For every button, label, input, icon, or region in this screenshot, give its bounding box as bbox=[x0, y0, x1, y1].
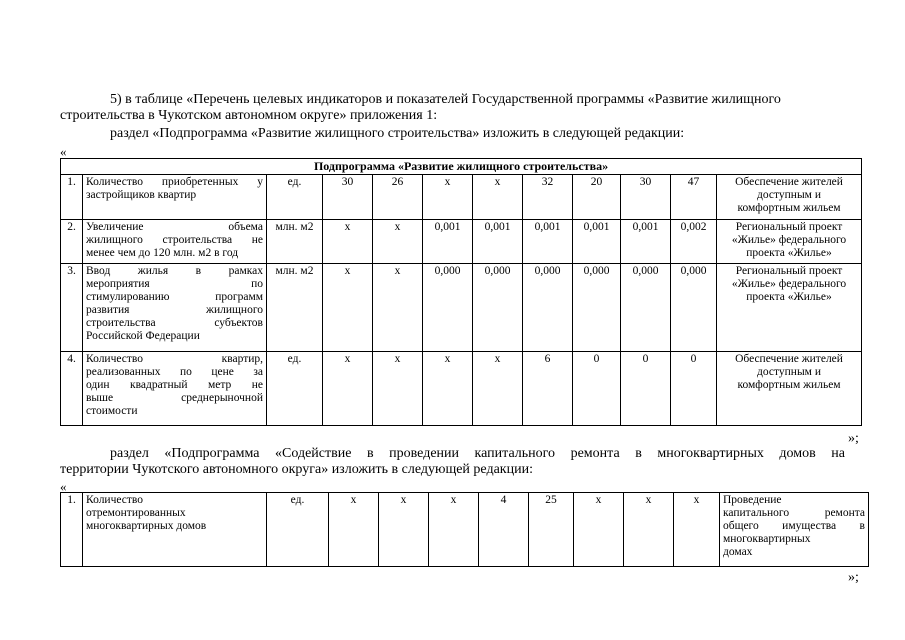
row-number: 1. bbox=[61, 493, 83, 567]
value-cell: 0,001 bbox=[573, 220, 621, 264]
source-note bbox=[717, 175, 862, 220]
open-quote-2: « bbox=[60, 479, 67, 494]
source-note-line: многоквартирных bbox=[723, 533, 811, 545]
indicator-name-line: Российской Федерации bbox=[86, 330, 200, 342]
intro-line-3: раздел «Подпрограмма «Развитие жилищного строительства» изложить в следующей редакции: bbox=[110, 126, 685, 141]
table1-header: Подпрограмма «Развитие жилищного строительства» bbox=[61, 159, 862, 175]
source-note bbox=[717, 264, 862, 352]
indicator-name-line: отремонтированных bbox=[86, 507, 186, 519]
value-cell: 25 bbox=[529, 493, 574, 567]
indicator-name-line: Количество квартир, bbox=[86, 353, 263, 365]
source-note-line: капитального ремонта bbox=[723, 507, 865, 519]
intro-line-2: строительства в Чукотском автономном округе» приложения 1: bbox=[60, 108, 438, 123]
row-number: 3. bbox=[61, 264, 83, 352]
value-cell: х bbox=[624, 493, 674, 567]
open-quote-1: « bbox=[60, 144, 67, 159]
source-note-line: комфортным жильем bbox=[737, 202, 841, 214]
indicator-name bbox=[83, 352, 267, 426]
indicator-name-line: многоквартирных домов bbox=[86, 520, 207, 532]
indicator-name bbox=[83, 264, 267, 352]
source-note bbox=[717, 352, 862, 426]
source-note-line: общего имущества в bbox=[723, 520, 865, 532]
unit-cell: млн. м2 bbox=[267, 264, 323, 352]
section2-line-1: раздел «Подпрограмма «Содействие в проведении капитального ремонта в многоквартирных домов на bbox=[110, 446, 845, 461]
value-cell: 4 bbox=[479, 493, 529, 567]
indicator-name-line: мероприятия по bbox=[86, 278, 263, 290]
value-cell: х bbox=[329, 493, 379, 567]
source-note bbox=[717, 220, 862, 264]
indicator-name bbox=[83, 175, 267, 220]
value-cell: 20 bbox=[573, 175, 621, 220]
value-cell: 0,001 bbox=[621, 220, 671, 264]
unit-cell: ед. bbox=[267, 493, 329, 567]
indicator-name-line: развития жилищного bbox=[86, 304, 263, 316]
indicator-name-line: Увеличение объема bbox=[86, 221, 263, 233]
close-quote-1: »; bbox=[848, 431, 859, 446]
indicator-name-line: выше среднерыночной bbox=[86, 392, 263, 404]
indicator-name-line: менее чем до 120 млн. м2 в год bbox=[86, 247, 239, 259]
source-note-line: домах bbox=[723, 546, 753, 558]
close-quote-2: »; bbox=[848, 570, 859, 585]
source-note bbox=[720, 493, 869, 567]
value-cell: х bbox=[473, 352, 523, 426]
value-cell: 0,002 bbox=[671, 220, 717, 264]
source-note-line: «Жилье» федерального bbox=[731, 234, 847, 246]
value-cell: 47 bbox=[671, 175, 717, 220]
source-note-line: проекта «Жилье» bbox=[746, 247, 832, 259]
value-cell: 32 bbox=[523, 175, 573, 220]
indicators-table-housing bbox=[60, 158, 862, 426]
value-cell: 0,001 bbox=[523, 220, 573, 264]
value-cell: х bbox=[379, 493, 429, 567]
value-cell: 0,000 bbox=[573, 264, 621, 352]
unit-cell: млн. м2 bbox=[267, 220, 323, 264]
source-note-line: проекта «Жилье» bbox=[746, 291, 832, 303]
value-cell: х bbox=[429, 493, 479, 567]
value-cell: 0,000 bbox=[423, 264, 473, 352]
value-cell: х bbox=[473, 175, 523, 220]
value-cell: 0,001 bbox=[423, 220, 473, 264]
value-cell: 0 bbox=[621, 352, 671, 426]
indicator-name-line: Ввод жилья в рамках bbox=[86, 265, 263, 277]
indicator-name-line: строительства субъектов bbox=[86, 317, 263, 329]
unit-cell: ед. bbox=[267, 352, 323, 426]
indicator-name bbox=[83, 220, 267, 264]
value-cell: 30 bbox=[323, 175, 373, 220]
indicator-name-line: стоимости bbox=[86, 405, 138, 417]
intro-line-1: 5) в таблице «Перечень целевых индикаторов и показателей Государственной программы «Развитие жилищного bbox=[110, 92, 781, 107]
source-note-line: Региональный проект bbox=[735, 221, 843, 233]
value-cell: х bbox=[423, 175, 473, 220]
source-note-line: доступным и bbox=[757, 189, 821, 201]
section2-line-2: территории Чукотского автономного округа» изложить в следующей редакции: bbox=[60, 462, 533, 477]
source-note-line: Проведение bbox=[723, 494, 782, 506]
indicator-name-line: жилищного строительства не bbox=[86, 234, 263, 246]
value-cell: 6 bbox=[523, 352, 573, 426]
value-cell: х bbox=[323, 264, 373, 352]
source-note-line: «Жилье» федерального bbox=[731, 278, 847, 290]
unit-cell: ед. bbox=[267, 175, 323, 220]
source-note-line: комфортным жильем bbox=[737, 379, 841, 391]
value-cell: х bbox=[674, 493, 720, 567]
value-cell: 0,000 bbox=[473, 264, 523, 352]
value-cell: х bbox=[574, 493, 624, 567]
value-cell: 26 bbox=[373, 175, 423, 220]
value-cell: х bbox=[373, 264, 423, 352]
value-cell: х bbox=[323, 220, 373, 264]
row-number: 2. bbox=[61, 220, 83, 264]
value-cell: 0,000 bbox=[621, 264, 671, 352]
value-cell: 0,001 bbox=[473, 220, 523, 264]
indicator-name-line: реализованных по цене за bbox=[86, 366, 263, 378]
value-cell: 0,000 bbox=[671, 264, 717, 352]
indicator-name-line: застройщиков квартир bbox=[86, 189, 197, 201]
source-note-line: Региональный проект bbox=[735, 265, 843, 277]
source-note-line: доступным и bbox=[757, 366, 821, 378]
value-cell: 0 bbox=[671, 352, 717, 426]
indicator-name-line: один квадратный метр не bbox=[86, 379, 263, 391]
indicator-name bbox=[83, 493, 267, 567]
indicator-name-line: Количество bbox=[86, 494, 143, 506]
indicators-table-repair bbox=[60, 492, 869, 567]
value-cell: 0 bbox=[573, 352, 621, 426]
value-cell: х bbox=[323, 352, 373, 426]
indicator-name-line: стимулированию программ bbox=[86, 291, 263, 303]
value-cell: 0,000 bbox=[523, 264, 573, 352]
source-note-line: Обеспечение жителей bbox=[735, 176, 843, 188]
value-cell: 30 bbox=[621, 175, 671, 220]
row-number: 1. bbox=[61, 175, 83, 220]
row-number: 4. bbox=[61, 352, 83, 426]
value-cell: х bbox=[373, 220, 423, 264]
value-cell: х bbox=[423, 352, 473, 426]
indicator-name-line: Количество приобретенных у bbox=[86, 176, 263, 188]
value-cell: х bbox=[373, 352, 423, 426]
source-note-line: Обеспечение жителей bbox=[735, 353, 843, 365]
